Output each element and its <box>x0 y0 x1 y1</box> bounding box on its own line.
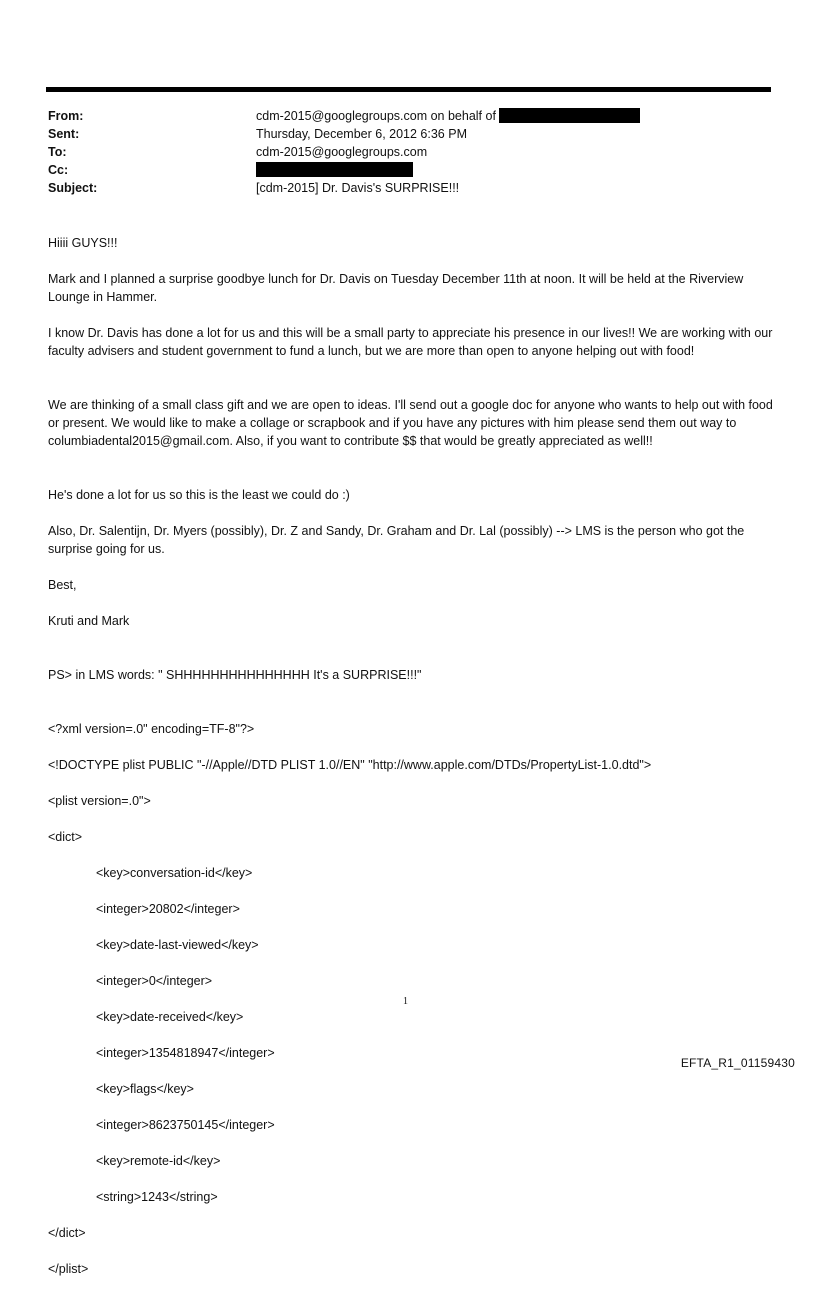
to-label: To: <box>48 145 67 159</box>
from-value <box>256 107 640 125</box>
paragraph-5: Also, Dr. Salentijn, Dr. Myers (possibly), Dr. Z and Sandy, Dr. Graham and Dr. Lal (possibly) --> LMS is the person who got the surprise going for us. <box>48 524 745 556</box>
xml-line: <?xml version=.0" encoding=TF-8"?> <box>48 722 255 736</box>
ps-wrap <box>48 666 776 684</box>
xml-line: <integer>0</integer> <box>96 974 213 988</box>
xml-line: </dict> <box>48 1226 86 1240</box>
cc-label: Cc: <box>48 163 69 177</box>
to-value: cdm-2015@googlegroups.com <box>256 145 428 159</box>
greeting: Hiiii GUYS!!! <box>48 236 118 250</box>
page-number: 1 <box>403 996 408 1007</box>
redaction-box <box>256 162 413 177</box>
xml-line: </plist> <box>48 1262 89 1276</box>
paragraph-5-wrap <box>48 522 776 558</box>
xml-line: <integer>1354818947</integer> <box>96 1046 275 1060</box>
from-label: From: <box>48 109 84 123</box>
signature-wrap <box>48 612 776 630</box>
paragraph-1: Mark and I planned a surprise goodbye lunch for Dr. Davis on Tuesday December 11th at noon. It will be held at the Riverview Lounge in Hammer. <box>48 272 744 304</box>
closing: Best, <box>48 578 77 592</box>
paragraph-3-wrap <box>48 396 776 450</box>
xml-line: <key>date-received</key> <box>96 1010 244 1024</box>
redaction-box <box>499 108 640 123</box>
xml-line: <key>date-last-viewed</key> <box>96 938 259 952</box>
xml-line: <integer>8623750145</integer> <box>96 1118 275 1132</box>
signature: Kruti and Mark <box>48 614 130 628</box>
xml-line: <string>1243</string> <box>96 1190 218 1204</box>
postscript: PS> in LMS words: " SHHHHHHHHHHHHHHH It's a SURPRISE!!!" <box>48 668 422 682</box>
from-address: cdm-2015@googlegroups.com on behalf of <box>256 109 496 123</box>
xml-line: <plist version=.0"> <box>48 794 151 808</box>
sent-label: Sent: <box>48 127 80 141</box>
closing-wrap <box>48 576 776 594</box>
document-id: EFTA_R1_01159430 <box>680 1056 795 1070</box>
paragraph-2-wrap <box>48 324 776 360</box>
paragraph-2: I know Dr. Davis has done a lot for us and this will be a small party to appreciate his presence in our lives!! We are working with our faculty advisers and student government to fund a lunch, but we are more than open to anyone helping out with food! <box>48 326 773 358</box>
xml-line: <integer>20802</integer> <box>96 902 240 916</box>
xml-line: <key>conversation-id</key> <box>96 866 253 880</box>
paragraph-3: We are thinking of a small class gift and we are open to ideas. I'll send out a google doc for anyone who wants to help out with food or present. We would like to make a collage or scrapbook and if you have any pictures with him please send them out way to columbiadental2015@gmail.com. Also, if you want to contribute $$ that would be greatly appreciated as well!! <box>48 398 773 448</box>
subject-value: [cdm-2015] Dr. Davis's SURPRISE!!! <box>256 181 460 195</box>
sent-value: Thursday, December 6, 2012 6:36 PM <box>256 127 467 141</box>
xml-line: <key>remote-id</key> <box>96 1154 221 1168</box>
email-body <box>48 234 776 252</box>
xml-line: <key>flags</key> <box>96 1082 194 1096</box>
cc-value <box>256 161 413 179</box>
xml-line: <!DOCTYPE plist PUBLIC "-//Apple//DTD PLIST 1.0//EN" "http://www.apple.com/DTDs/PropertyList-1.0.dtd"> <box>48 758 652 772</box>
paragraph-4: He's done a lot for us so this is the least we could do :) <box>48 488 350 502</box>
paragraph-1-wrap <box>48 270 776 306</box>
subject-label: Subject: <box>48 181 98 195</box>
xml-line: <dict> <box>48 830 83 844</box>
paragraph-4-wrap <box>48 486 776 504</box>
header-rule <box>46 87 771 92</box>
plist-xml <box>48 702 651 1296</box>
